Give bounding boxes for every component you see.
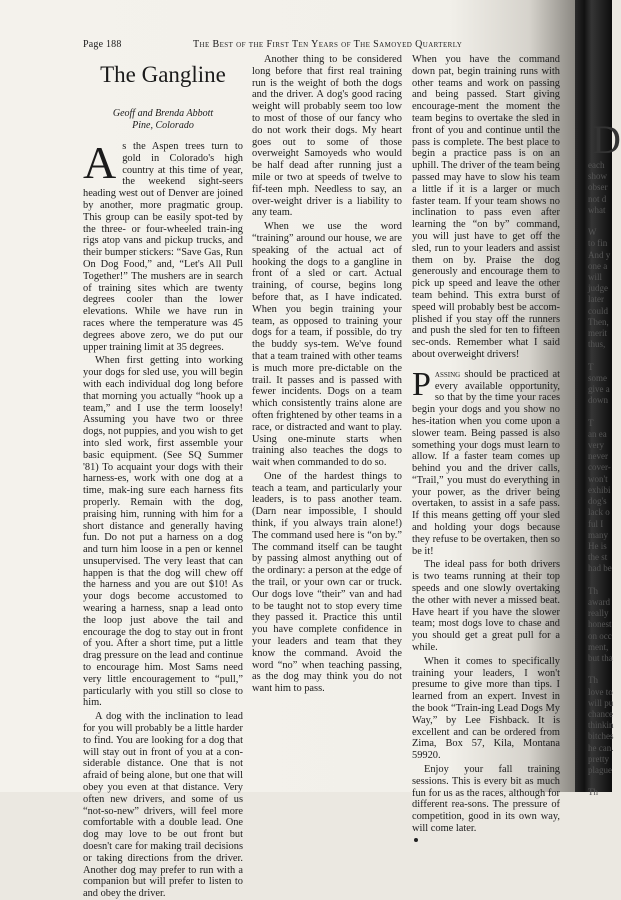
facing-page-line: judge [588, 283, 608, 294]
facing-page-line: down [588, 395, 608, 406]
paragraph-11-text: Enjoy your fall training sessions. This is every bit as much fun for us as the races, although for different rea-sons. The pressure of competition, good in its own way, will come later. [412, 764, 560, 834]
facing-page-line: won't [588, 473, 608, 484]
facing-page-line: an ea [588, 428, 607, 439]
facing-page-line: award [588, 596, 610, 607]
page-number: Page 188 [83, 39, 122, 50]
page-header [83, 39, 553, 53]
facing-page-line: love to [588, 686, 613, 697]
facing-page-line: Th [588, 675, 598, 686]
article-title: The Gangline [100, 62, 226, 87]
facing-page-line: bitches [588, 731, 614, 742]
paragraph-8-text: should be practiced at every available opportunity, so that by the time your races begin your dogs and you show no hes-itation when you come upon a slower team. Being passed is also something your dogs must learn to allow. If a faster team comes up behind you and the driver calls, “Trail,” you must do everything in your power, as the driver being overtaken, to assist in a safe pass. If this means getting off your sled and holding your dogs because they refuse to be overtaken, then so be it! [412, 368, 560, 557]
facing-page-line: W [588, 227, 597, 238]
paragraph-5: When we use the word “training” around our house, we are speaking of the actual act of hooking the dogs to a gangline in front of a sled or cart. Actual training, of course, begins long before that, as I have indicated. When you begin training your team, as opposed to training your dogs for a team, if possible, do try the buddy sys-tem. We've found that a team trained with other teams is much more pre-dictable on the trail. It passes and is passed with fewer incidents. Dogs on a team which consistently trains alone are often frightened by other teams in a race, or distracted and want to play. Using one-minute starts when training also teaches the dogs to wait when commanded to do so. [252, 221, 402, 469]
facing-page-line: chance [588, 708, 613, 719]
paragraph-1 [83, 137, 243, 353]
facing-page-line: honest [588, 619, 612, 630]
facing-page-line: many [588, 529, 608, 540]
drop-cap-2: P [412, 365, 431, 403]
facing-page-line: what [588, 204, 606, 215]
paragraph-7: When you have the command down pat, begin training runs with other teams and work on passing and being passed. Start giving encourage-ment the moment the team begins to overtake the sled in front of you and continue until the pass is complete. The best place to begin a practice pass is on an uphill. The driver of the team being passed may have to slow his team a little if it is a larger or much faster team. If your team shows no inclination to pass even after learning the “on by” command, you will just have to get off the sled, run to your leaders and assist them on by. Praise the dog generously and encourage them to pick up speed and leave the other team behind. This extra burst of speed will probably best be accom-plished if you stay off the runners and push the sled for ten to fifteen sec-onds. Remember what I said about overweight drivers! [412, 54, 560, 360]
facing-page-line [588, 350, 612, 361]
facing-page-line: lack o [588, 507, 610, 518]
facing-page-line: obser [588, 182, 608, 193]
facing-page-line: T [588, 417, 594, 428]
drop-cap: A [83, 137, 117, 188]
facing-page-line: give a [588, 384, 610, 395]
facing-page-line: exhibi [588, 484, 611, 495]
facing-page-line: plague [588, 764, 612, 775]
facing-page-drop-cap: D [592, 117, 621, 162]
facing-page-line: could [588, 305, 608, 316]
facing-page-line [588, 406, 612, 417]
facing-page-line: dog's [588, 496, 607, 507]
facing-page-line: ment, [588, 641, 609, 652]
facing-page-line: had be [588, 563, 612, 574]
facing-page-line [588, 664, 612, 675]
facing-page-line: thinkin [588, 720, 614, 731]
paragraph-4: Another thing to be considered long before that first real training run is the weight of both the dogs and the driver. A dog's good racing weight will probably seem too low to most of those of our fancy who do not work their dogs. My heart goes out to some of those overweight Samoyeds who would be half dead after running just a mile or two at speeds of twelve to fif-teen mph. Needless to say, an over-weight driver is a liability to any team. [252, 54, 402, 219]
paragraph-9: The ideal pass for both drivers is two teams running at their top speeds and one slowly overtaking the other with never a missed beat. Have heart if you have the slower team; most dogs love to chase and you should get a great pull for a while. [412, 559, 560, 654]
paragraph-2: When first getting into working your dogs for sled use, you will begin with each individual dog long before that morning you actually “hook up a team,” and I use the term loosely! Assuming you have two or three dogs, not puppies, and you wish to get into sled work, first assemble your basic equipment. (See SQ Summer '81) To acquaint your dogs with their harness-es, work with one dog at a time, mak-ing sure each harness fits properly. Remain with the dog, praising him, running with him for a short distance and generally having fun. Do not put a harness on a dog and turn him loose in a pen or kennel unsupervised. The very least that can happen is that the dog will chew off the harness and you are out $10! As your dogs become accustomed to wearing a harness, snap a lead onto the loop just above the tail and encourage the dog to stay out in front of you. After a short time, put a little drag pressure on the lead and continue to encourage him. Most Sams need very little encouragement to “pull,” particularly with you still so close to him. [83, 355, 243, 709]
facing-page-line: to fin [588, 238, 608, 249]
facing-page-line [588, 776, 612, 787]
facing-page-line: Th [588, 787, 598, 798]
author-names: Geoff and Brenda Abbott [112, 108, 214, 119]
facing-page-line: Th [588, 585, 598, 596]
facing-page-line: very [588, 440, 604, 451]
facing-page-line: he can. [588, 742, 614, 753]
facing-page-line: T [588, 361, 594, 372]
paragraph-3: A dog with the inclination to lead for you will probably be a little harder to find. You are looking for a dog that will stay out in front of you at a con-siderable distance. One that is not afraid of being alone, but one that will obey you even at that distance. Very often new drivers, and some of us “not-so-new” drivers, will feel more comfortable with a double lead. One dog may love to be out front but doesn't care for making trail decisions or taking directions from the driver. Another dog may prefer to run with a companion but will prefer to listen to and obey the driver. [83, 711, 243, 900]
facing-page-line: some [588, 372, 607, 383]
facing-page-line: on occ [588, 630, 612, 641]
running-head: The Best of the First Ten Years of The Samoyed Quarterly [193, 39, 463, 50]
facing-page-line: He is [588, 540, 607, 551]
facing-page-line: And y [588, 249, 611, 260]
facing-page-line: the st [588, 552, 608, 563]
facing-page-line: pretty [588, 753, 609, 764]
facing-page-line: thus, [588, 339, 606, 350]
column-3 [412, 54, 560, 834]
paragraph-8 [412, 365, 560, 558]
facing-page-lines [588, 160, 612, 799]
facing-page-line: later [588, 294, 604, 305]
facing-page-line: will pu [588, 697, 614, 708]
author-location: Pine, Colorado [132, 120, 194, 131]
facing-page-line: Then, [588, 316, 609, 327]
facing-page-line: ful I [588, 518, 604, 529]
facing-page-line [588, 216, 612, 227]
end-mark-icon [414, 838, 418, 842]
column-1 [83, 137, 243, 900]
facing-page-line: but tha [588, 652, 613, 663]
paragraph-8-smallcaps: assing [434, 368, 461, 380]
column-2 [252, 54, 402, 781]
paragraph-1-text: s the Aspen trees turn to gold in Colorado's high country at this time of year, the weekend sight-seers heading west out of Denver are joined by another, more pragmatic group. This group can be easily spot-ted by the three- or four-wheeled train-ing rigs atop vans and pickup trucks, and their bumper stickers: “Save Gas, Run On Dog Food,” and, “Let's All Pull Together!” The mushers are in search of training sites which are twenty degrees cooler than the lower elevations. While we have run in races where the temperature was 45 degrees above zero, we do put our upper training limit at 35 degrees. [83, 141, 243, 353]
paragraph-6: One of the hardest things to teach a team, and particularly your leaders, is to pass another team. (Darn near impossible, I should think, if you always train alone!) The command used here is “on by.” The command itself can be taught by passing almost anything out of the ordinary: a person at the edge of the trail, or your own car or truck. Our dogs love “their” van and had to be taught not to stop every time they passed it. Practice this until you have complete confidence in your leaders and team that they know the command. Avoid the word “no” when teaching passing, as the dog may think you do not want him to pass. [252, 470, 402, 695]
facing-page-line: each [588, 160, 605, 170]
facing-page-line: never [588, 451, 608, 462]
facing-page-line: really [588, 608, 609, 619]
paragraph-11 [412, 764, 560, 847]
facing-page-fragment [588, 117, 621, 800]
facing-page-line: not d [588, 193, 607, 204]
facing-page-line: show [588, 171, 608, 182]
facing-page-line: will [588, 272, 603, 283]
facing-page-line: cover- [588, 462, 611, 473]
facing-page-line: merit [588, 328, 607, 339]
facing-page-line: one a [588, 260, 608, 271]
paragraph-10: When it comes to specifically training your leaders, I won't presume to give more than tips. I learned from an expert. Invest in the book “Train-ing Lead Dogs My Way,” by Lee Fishback. It is excellent and can be ordered from Zima, Box 57, Kila, Montana 59920. [412, 655, 560, 762]
byline [83, 108, 243, 132]
facing-page-line [588, 575, 612, 586]
